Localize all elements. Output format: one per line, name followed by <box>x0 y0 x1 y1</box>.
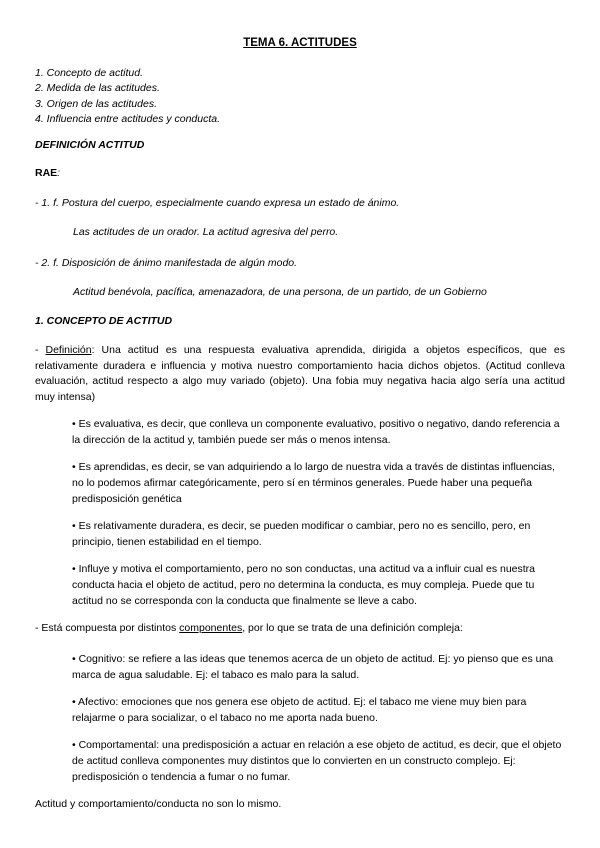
feature-bullet: • Es evaluativa, es decir, que conlleva un componente evaluativo, positivo o negativo, dando referencia a la dirección de la actitud y, también puede ser más o menos intensa. <box>72 418 560 446</box>
table-of-contents <box>35 66 220 127</box>
feature-bullet: • Influye y motiva el comportamiento, pero no son conductas, una actitud va a influir cual es nuestra conducta hacia el objeto de actitud, pero no determina la conducta, es muy compleja. Puede que tu actitud no se corresponda con la conducta que finalmente se lleve a cabo. <box>72 563 536 607</box>
rae-example-2: Actitud benévola, pacífica, amenazadora, de una persona, de un partido, de un Gobierno <box>73 286 487 298</box>
toc-item: 2. Medida de las actitudes. <box>35 82 160 95</box>
toc-item: 1. Concepto de actitud. <box>35 67 143 79</box>
rae-label-line <box>35 167 60 179</box>
rae-example-1: Las actitudes de un orador. La actitud agresiva del perro. <box>73 226 339 238</box>
concepto-heading: 1. CONCEPTO DE ACTITUD <box>35 315 173 327</box>
rae-definition-2: - 2. f. Disposición de ánimo manifestada de algún modo. <box>35 257 298 269</box>
components-term: componentes <box>179 622 243 634</box>
document-title: TEMA 6. ACTITUDES <box>243 37 357 49</box>
closing-statement: Actitud y comportamiento/conducta no son lo mismo. <box>35 798 282 810</box>
definition-text: : Una actitud es una respuesta evaluativa aprendida, dirigida a objetos específicos, que es relativamente duradera e influencia y motiva nuestro comportamiento hacia dichos objetos. (Actitud conlleva evaluación, actitud respecto a algo muy variado (objeto). Una fobia muy negativa hacia algo sería una actitud muy intensa) <box>35 344 565 403</box>
components-post: , por lo que se trata de una definición compleja: <box>242 622 463 634</box>
components-intro <box>35 621 565 637</box>
component-bullet: • Cognitivo: se refiere a las ideas que tenemos acerca de un objeto de actitud. Ej: yo pienso que es una marca de agua saludable. Ej: el tabaco es malo para la salud. <box>72 653 554 681</box>
intro-dash: - <box>35 344 46 356</box>
rae-definition-1: - 1. f. Postura del cuerpo, especialmente cuando expresa un estado de ánimo. <box>35 197 400 209</box>
definition-term: Definición <box>45 344 92 356</box>
rae-label: RAE <box>35 167 58 179</box>
component-bullet: • Afectivo: emociones que nos genera ese objeto de actitud. Ej: el tabaco me viene muy bien para relajarme o para socializar, o el tabaco no me aporta nada bueno. <box>72 696 527 724</box>
toc-item: 4. Influencia entre actitudes y conducta. <box>35 112 221 125</box>
feature-bullet: • Es relativamente duradera, es decir, se pueden modificar o cambiar, pero no es sencillo, pero, en principio, tienen estabilidad en el tiempo. <box>72 520 531 548</box>
component-bullet: • Comportamental: una predisposición a actuar en relación a ese objeto de actitud, es decir, que el objeto de actitud conlleva componentes muy distintos que lo convierten en un constructo complejo. Ej: predisposición o tendencia a fumar o no fumar. <box>72 739 562 783</box>
toc-item: 3. Origen de las actitudes. <box>35 97 157 110</box>
definicion-heading: DEFINICIÓN ACTITUD <box>35 139 145 151</box>
rae-colon: : <box>57 167 61 179</box>
definition-paragraph <box>35 343 565 405</box>
components-pre: - Está compuesta por distintos <box>35 622 180 634</box>
feature-bullet: • Es aprendidas, es decir, se van adquiriendo a lo largo de nuestra vida a través de distintas influencias, no lo podemos afirmar categóricamente, pero sí en términos generales. Puede haber una pequeña predisposición genética <box>72 461 555 505</box>
